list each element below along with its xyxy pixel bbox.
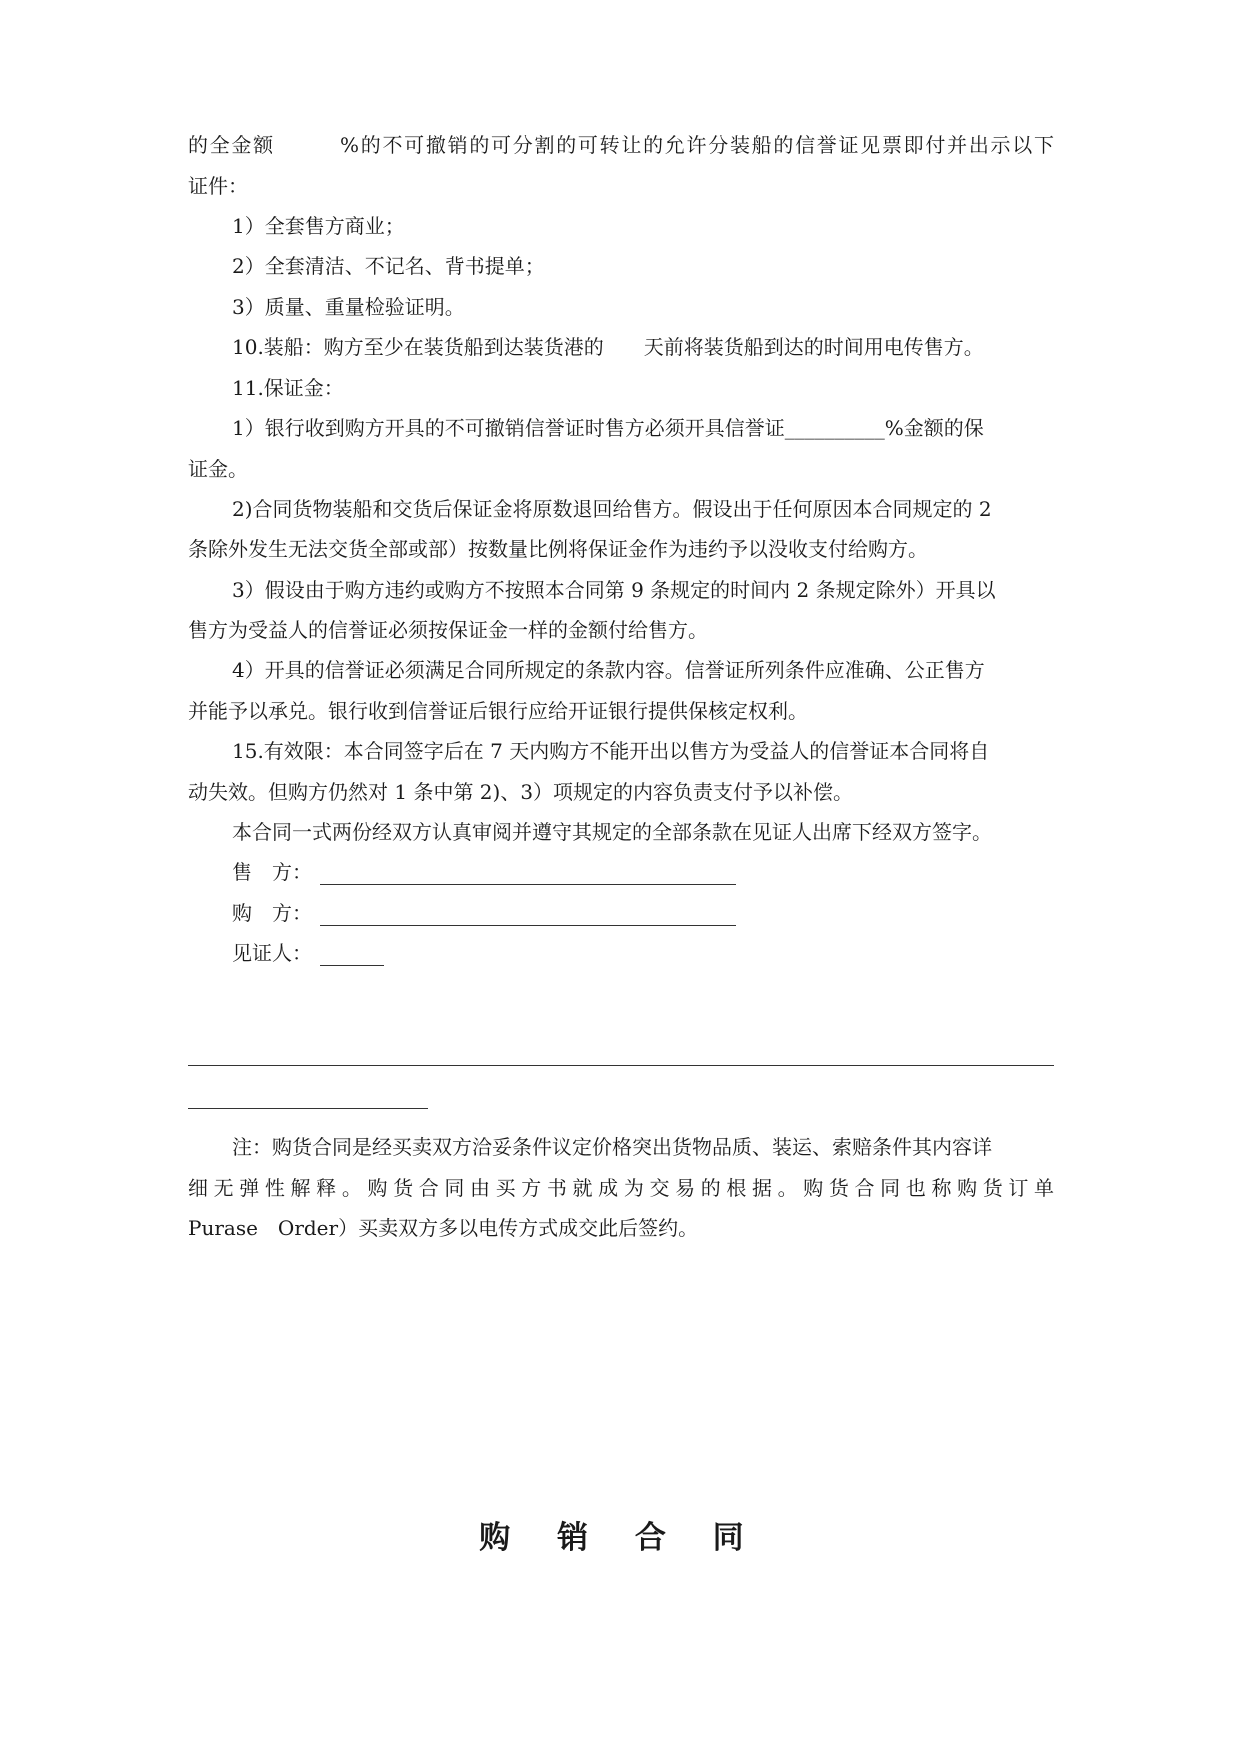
note-line: 细无弹性解释。购货合同由买方书就成为交易的根据。购货合同也称购货订单 — [188, 1176, 1054, 1200]
paragraph-line: 3）假设由于购方违约或购方不按照本合同第 9 条规定的时间内 2 条规定除外）开具以 — [232, 578, 996, 602]
paragraph-line: 的全金额 %的不可撤销的可分割的可转让的允许分装船的信誉证见票即付并出示以下 — [188, 133, 1054, 157]
seller-signature-label: 售 方： — [232, 860, 312, 884]
separator-line-short — [188, 1108, 428, 1109]
separator-line — [188, 1065, 1054, 1066]
clause-shipment: 10.装船：购方至少在装货船到达装货港的 天前将装货船到达的时间用电传售方。 — [232, 335, 984, 359]
document-title: 购 销 合 同 — [479, 1520, 762, 1556]
buyer-signature-label: 购 方： — [232, 901, 312, 925]
note-line: Purase Order）买卖双方多以电传方式成交此后签约。 — [188, 1216, 699, 1240]
list-item: 1）全套售方商业； — [232, 214, 405, 238]
note-line: 注：购货合同是经买卖双方洽妥条件议定价格突出货物品质、装运、索赔条件其内容详 — [232, 1135, 992, 1159]
paragraph-line: 4）开具的信誉证必须满足合同所规定的条款内容。信誉证所列条件应准确、公正售方 — [232, 658, 985, 682]
paragraph-line: 证件： — [188, 174, 248, 198]
witness-signature-label: 见证人： — [232, 941, 312, 965]
buyer-signature-line — [320, 925, 736, 926]
seller-signature-line — [320, 884, 736, 885]
paragraph-line: 并能予以承兑。银行收到信誉证后银行应给开证银行提供保核定权利。 — [188, 699, 808, 723]
list-item: 3）质量、重量检验证明。 — [232, 295, 465, 319]
paragraph-line: 1）银行收到购方开具的不可撤销信誉证时售方必须开具信誉证__________%金额的保 — [232, 416, 984, 440]
paragraph-line: 动失效。但购方仍然对 1 条中第 2)、3）项规定的内容负责支付予以补偿。 — [188, 780, 854, 804]
paragraph-line: 售方为受益人的信誉证必须按保证金一样的金额付给售方。 — [188, 618, 708, 642]
witness-signature-line — [320, 965, 384, 966]
paragraph-line: 本合同一式两份经双方认真审阅并遵守其规定的全部条款在见证人出席下经双方签字。 — [232, 820, 992, 844]
paragraph-line: 证金。 — [188, 457, 248, 481]
clause-deposit-heading: 11.保证金： — [232, 376, 344, 400]
clause-validity: 15.有效限：本合同签字后在 7 天内购方不能开出以售方为受益人的信誉证本合同将自 — [232, 739, 990, 763]
paragraph-line: 2)合同货物装船和交货后保证金将原数退回给售方。假设出于任何原因本合同规定的 2 — [232, 497, 992, 521]
list-item: 2）全套清洁、不记名、背书提单； — [232, 254, 545, 278]
paragraph-line: 条除外发生无法交货全部或部）按数量比例将保证金作为违约予以没收支付给购方。 — [188, 537, 928, 561]
